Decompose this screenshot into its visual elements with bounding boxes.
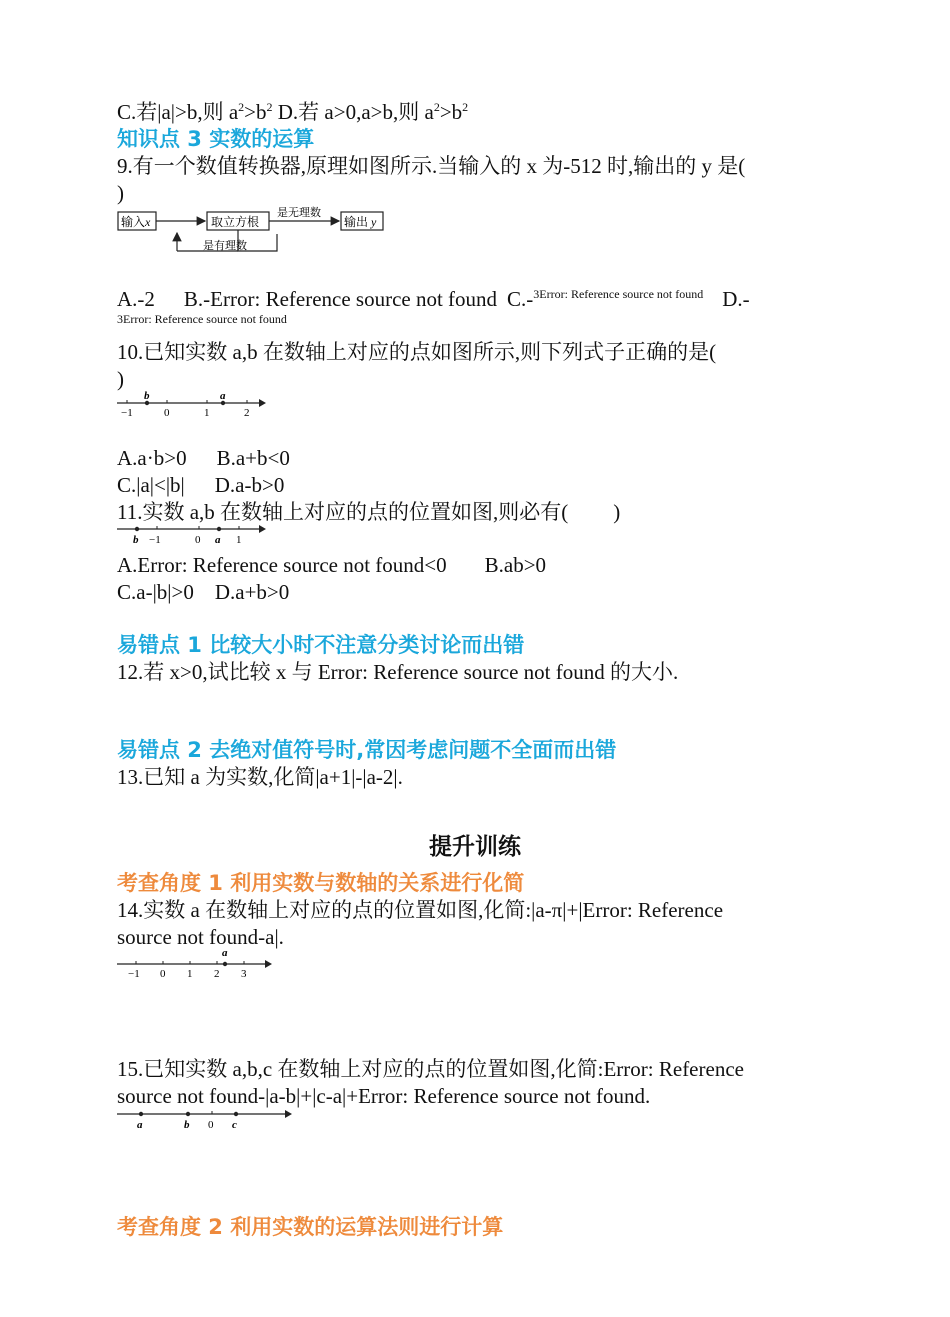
q14-number-line — [117, 944, 277, 980]
superscript: 2 — [238, 100, 245, 114]
tick-label: 1 — [187, 968, 193, 980]
q12-text: 12.若 x>0,试比较 x 与 Error: Reference source not found 的大小. — [117, 660, 679, 684]
q10-option-c: C.|a|<|b| — [117, 473, 185, 497]
q14-line2: source not found-a|. — [117, 925, 284, 949]
q9-text: 9.有一个数值转换器,原理如图所示.当输入的 x 为-512 时,输出的 y 是( — [117, 154, 746, 178]
q11-options-cd — [117, 579, 289, 606]
tick-label: 1 — [204, 407, 210, 419]
q15-line2: source not found-|a-b|+|c-a|+Error: Reference source not found. — [117, 1084, 651, 1108]
label-c: c — [232, 1119, 237, 1131]
output-label: 输出 — [344, 215, 369, 229]
label-1: 1 — [236, 534, 242, 546]
output-var: y — [371, 215, 377, 229]
axis-arrow — [285, 1110, 292, 1118]
q10-options-ab — [117, 445, 290, 472]
label-minus1: −1 — [149, 534, 161, 546]
q10-text: 10.已知实数 a,b 在数轴上对应的点如图所示,则下列式子正确的是( — [117, 340, 717, 364]
q15-line1: 15.已知实数 a,b,c 在数轴上对应的点的位置如图,化简:Error: Reference — [117, 1057, 744, 1081]
heading-error-point-2: 易错点 2 去绝对值符号时,常因考虑问题不全面而出错 — [117, 738, 617, 762]
point-a-label: a — [222, 947, 228, 959]
q11-option-a: A.Error: Reference source not found<0 — [117, 553, 447, 577]
q14-line1: 14.实数 a 在数轴上对应的点的位置如图,化简:|a-π|+|Error: Reference — [117, 898, 724, 922]
point-a — [139, 1112, 143, 1116]
axis-arrow — [265, 960, 272, 968]
q8-option-d-mid: >b — [439, 100, 463, 124]
section-title: 提升训练 — [429, 834, 521, 860]
point-b — [186, 1112, 190, 1116]
superscript: 2 — [266, 100, 273, 114]
input-label: 输入 — [121, 215, 146, 229]
q11-text-close: ) — [613, 500, 621, 524]
superscript: 2 — [462, 100, 469, 114]
input-var: x — [145, 215, 151, 229]
label-0: 0 — [195, 534, 201, 546]
q9-option-c: C.- — [507, 287, 534, 311]
point-a — [217, 527, 221, 531]
heading-angle-1: 考查角度 1 利用实数与数轴的关系进行化简 — [117, 871, 525, 895]
label-b: b — [184, 1119, 190, 1131]
q13-text: 13.已知 a 为实数,化简|a+1|-|a-2|. — [117, 765, 403, 789]
q11-option-d: D.a+b>0 — [214, 580, 290, 604]
q8-options-line — [117, 99, 468, 126]
q8-option-c: C.若|a|>b,则 a — [117, 100, 239, 124]
q11-number-line — [117, 522, 267, 546]
q9-text-cont: ) — [117, 181, 124, 205]
point-a-label: a — [220, 390, 226, 402]
heading-knowledge-point-3: 知识点 3 实数的运算 — [117, 127, 315, 151]
q8-option-c-mid: >b — [244, 100, 267, 124]
label-a: a — [137, 1119, 143, 1131]
q9-option-c-sup: 3Error: Reference source not found — [533, 287, 704, 301]
q11-options-ab — [117, 552, 546, 579]
rational-label: 是有理数 — [203, 240, 247, 252]
axis-arrow — [259, 525, 266, 533]
q11-text-main: 11.实数 a,b 在数轴上对应的点的位置如图,则必有( — [117, 500, 569, 524]
q9-converter-diagram — [117, 204, 387, 256]
tick-label: 2 — [214, 968, 220, 980]
point-a — [223, 962, 227, 966]
q10-number-line — [117, 389, 267, 419]
q15-number-line — [117, 1105, 297, 1133]
point-b-label: b — [144, 390, 150, 402]
tick-label: −1 — [128, 968, 140, 980]
q10-option-b: B.a+b<0 — [216, 446, 290, 470]
heading-angle-2: 考查角度 2 利用实数的运算法则进行计算 — [117, 1215, 504, 1239]
q8-option-d: D.若 a>0,a>b,则 a — [272, 100, 434, 124]
tick-label: 0 — [164, 407, 170, 419]
q9-options — [117, 286, 750, 313]
q10-options-cd — [117, 472, 284, 499]
tick-label: 0 — [160, 968, 166, 980]
heading-error-point-1: 易错点 1 比较大小时不注意分类讨论而出错 — [117, 633, 525, 657]
label-a: a — [215, 534, 221, 546]
point-c — [234, 1112, 238, 1116]
q11-option-c: C.a-|b|>0 — [117, 580, 194, 604]
process-label: 取立方根 — [211, 215, 260, 229]
q9-option-b: B.-Error: Reference source not found — [183, 287, 498, 311]
label-0: 0 — [208, 1119, 214, 1131]
q10-text-cont: ) — [117, 367, 124, 391]
tick-label: 3 — [241, 968, 247, 980]
tick-label: 2 — [244, 407, 250, 419]
tick-label: −1 — [121, 407, 133, 419]
point-b — [135, 527, 139, 531]
label-b: b — [133, 534, 139, 546]
q10-option-d: D.a-b>0 — [214, 473, 285, 497]
q9-option-d-cont: 3Error: Reference source not found — [117, 312, 287, 326]
axis-arrow — [259, 399, 266, 407]
q9-option-a: A.-2 — [117, 287, 155, 311]
q9-option-d: D.- — [722, 287, 750, 311]
superscript: 2 — [433, 100, 440, 114]
q10-option-a: A.a·b>0 — [117, 446, 187, 470]
q11-option-b: B.ab>0 — [484, 553, 547, 577]
irrational-label: 是无理数 — [277, 207, 321, 219]
